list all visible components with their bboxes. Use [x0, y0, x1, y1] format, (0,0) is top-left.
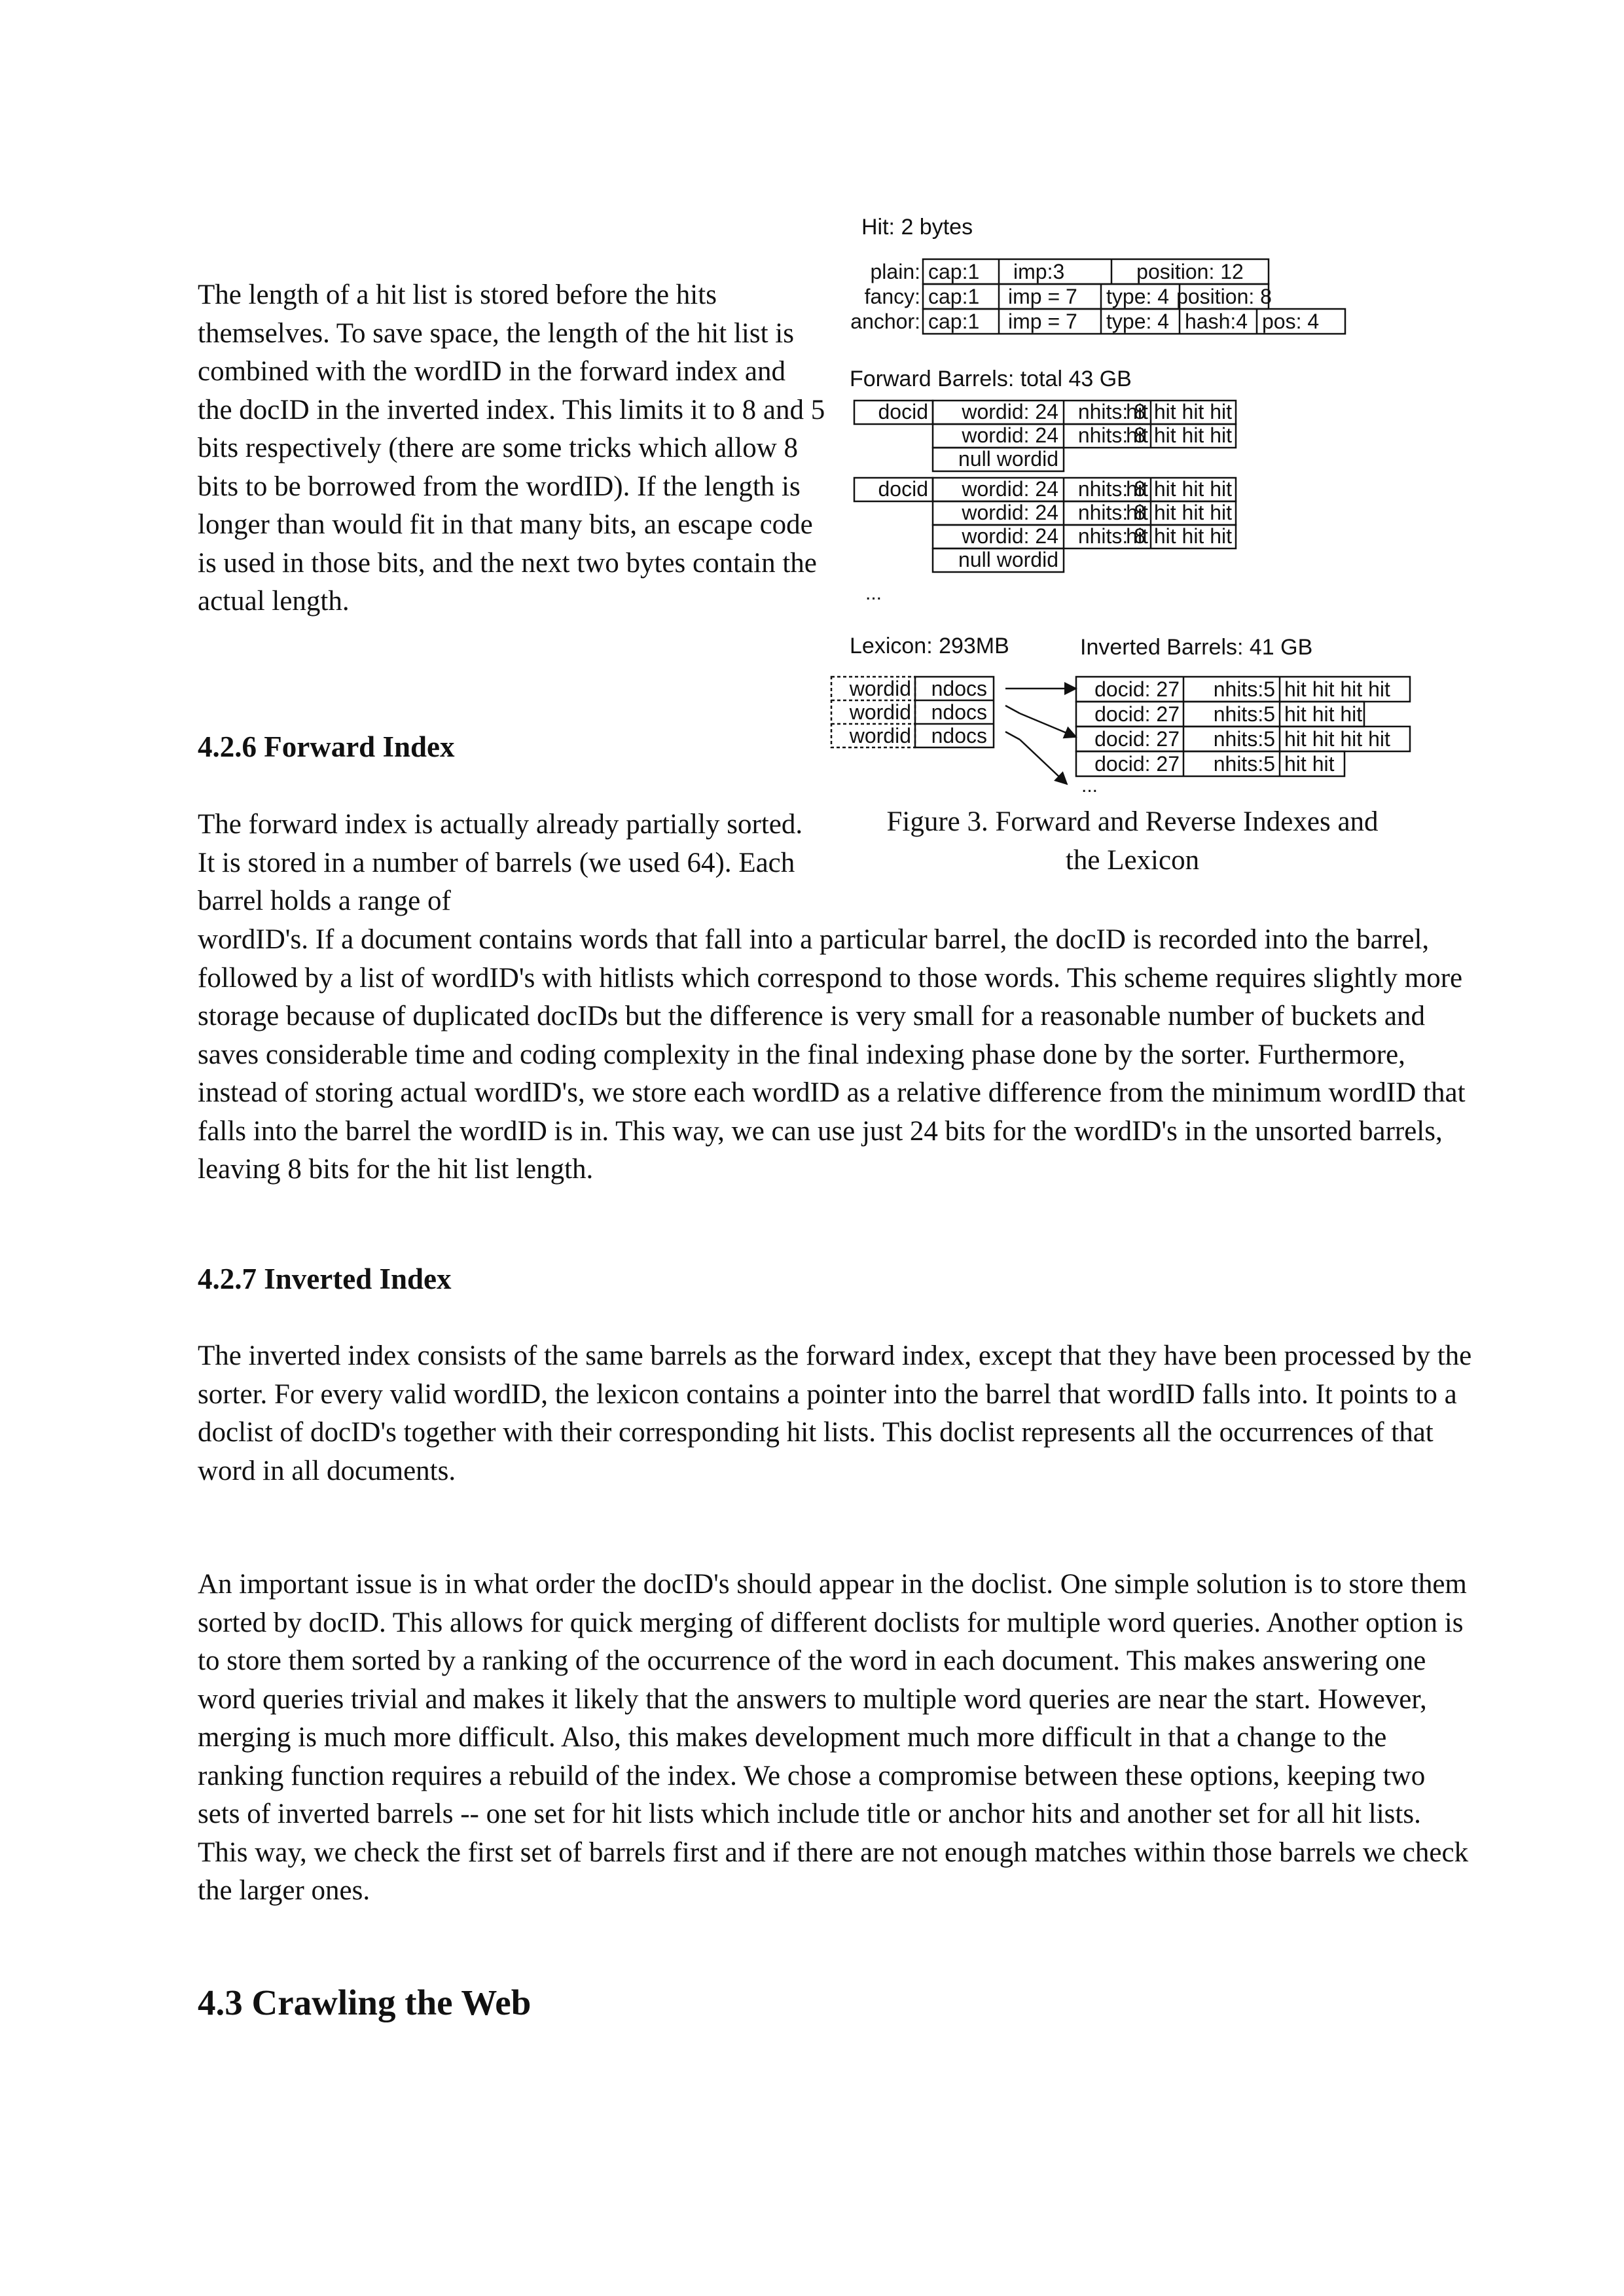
inverted-index-paragraph-1: The inverted index consists of the same barrels as the forward index, except that they have been processed by the sorter. For every valid wordID, the lexicon contains a pointer into the barrel that wordID falls into. It points to a doclist of docID's together with their corresponding hit lists. This doclist represents all the occurrences of that word in all documents. [198, 1340, 1472, 1486]
lexicon-ndocs: ndocs [931, 677, 987, 700]
figure-3-index-diagram [823, 208, 1445, 797]
inverted-hits: hit hit hit hit [1284, 677, 1390, 701]
figure-caption-line-1: Figure 3. Forward and Reverse Indexes and [886, 806, 1379, 837]
inverted-nhits: nhits:5 [1213, 677, 1275, 701]
inverted-docid: docid: 27 [1094, 702, 1180, 726]
forward-hits: hit hit hit hit [1126, 501, 1232, 524]
hit-row-label-anchor: anchor: [850, 310, 920, 333]
hit-cell: type: 4 [1106, 310, 1170, 333]
forward-hits: hit hit hit hit [1126, 423, 1232, 447]
inverted-docid: docid: 27 [1094, 677, 1180, 701]
forward-docid: docid [878, 400, 928, 423]
hit-cell: hash:4 [1185, 310, 1248, 333]
inverted-nhits: nhits:5 [1213, 702, 1275, 726]
hit-cell: imp = 7 [1008, 310, 1077, 333]
inverted-hits: hit hit hit hit [1284, 727, 1390, 751]
hit-cell: type: 4 [1106, 285, 1170, 308]
inverted-hits: hit hit [1284, 752, 1335, 776]
forward-null-wordid: null wordid [958, 447, 1058, 471]
hit-cell: imp:3 [1013, 260, 1065, 283]
inverted-docid: docid: 27 [1094, 752, 1180, 776]
hit-cell: cap:1 [928, 285, 980, 308]
hit-cell: cap:1 [928, 260, 980, 283]
lexicon-wordid: wordid [849, 677, 911, 700]
section-heading-forward-index: 4.2.6 Forward Index [198, 730, 455, 763]
index-structures-diagram [823, 208, 1445, 797]
inverted-nhits: nhits:5 [1213, 727, 1275, 751]
lexicon-pointer-arrows [1005, 689, 1076, 784]
inverted-nhits: nhits:5 [1213, 752, 1275, 776]
forward-nhits: nhits: 8 [1077, 524, 1146, 548]
forward-docid: docid [878, 477, 928, 501]
forward-barrels-title: Forward Barrels: total 43 GB [850, 367, 1132, 391]
lexicon-wordid: wordid [849, 724, 911, 747]
lexicon-ndocs: ndocs [931, 724, 987, 747]
forward-nhits: nhits: 8 [1077, 423, 1146, 447]
inverted-index-paragraph-2: An important issue is in what order the docID's should appear in the doclist. One simple solution is to store them sorted by docID. This allows for quick merging of different doclists for multiple word queries. Another option is to store them sorted by a ranking of the occurrence of the word in each document. This makes answering one word queries trivial and makes it likely that the answers to multiple word queries are near the start. However, merging is much more difficult. Also, this makes development much more difficult in that a change to the ranking function requires a rebuild of the index. We chose a compromise between these options, keeping two sets of inverted barrels -- one set for hit lists which include title or anchor hits and another set for all hit lists. This way, we check the first set of barrels first and if there are not enough matches within those barrels we check the larger ones. [198, 1569, 1469, 1906]
forward-index-paragraph-start: The forward index is actually already partially sorted. It is stored in a number of barrels (we used 64). Each barrel holds a range of [198, 809, 803, 916]
forward-wordid: wordid: 24 [962, 524, 1058, 548]
hit-cell: pos: 4 [1262, 310, 1320, 333]
section-heading-crawling: 4.3 Crawling the Web [198, 1982, 532, 2022]
forward-nhits: nhits: 8 [1077, 501, 1146, 524]
forward-wordid: wordid: 24 [962, 501, 1058, 524]
lexicon-ndocs: ndocs [931, 700, 987, 724]
forward-hits: hit hit hit hit [1126, 477, 1232, 501]
forward-index-paragraph-rest: wordID's. If a document contains words that fall into a particular barrel, the docID is recorded into the barrel, followed by a list of wordID's with hitlists which correspond to those words. This scheme requires slightly more storage because of duplicated docIDs but the difference is very small for a reasonable number of buckets and saves considerable time and coding complexity in the final indexing phase done by the sorter. Furthermore, instead of storing actual wordID's, we store each wordID as a relative difference from the minimum wordID that falls into the barrel the wordID is in. This way, we can use just 24 bits for the wordID's in the unsorted barrels, leaving 8 bits for the hit list length. [198, 924, 1466, 1185]
figure-caption [831, 803, 1434, 880]
lexicon-wordid: wordid [849, 700, 911, 724]
forward-wordid: wordid: 24 [962, 423, 1058, 447]
forward-nhits: nhits: 8 [1077, 477, 1146, 501]
forward-hits: hit hit hit hit [1126, 400, 1232, 423]
forward-null-wordid: null wordid [958, 548, 1058, 571]
lexicon-title: Lexicon: 293MB [850, 634, 1009, 658]
hit-cell: imp = 7 [1008, 285, 1077, 308]
forward-wordid: wordid: 24 [962, 477, 1058, 501]
hit-cell: position: 12 [1136, 260, 1244, 283]
hit-list-length-paragraph: The length of a hit list is stored before the hits themselves. To save space, the length of the hit list is combined with the wordID in the forward index and the docID in the inverted index. This limits it to 8 and 5 bits respectively (there are some tricks which allow 8 bits to be borrowed from the wordID). If the length is longer than would fit in that many bits, an escape code is used in those bits, and the next two bytes contain the actual length. [198, 279, 825, 617]
section-heading-inverted-index: 4.2.7 Inverted Index [198, 1263, 452, 1295]
forward-hits: hit hit hit hit [1126, 524, 1232, 548]
hit-cell: position: 8 [1176, 285, 1272, 308]
inverted-ellipsis: ... [1081, 775, 1098, 797]
figure-caption-line-2: the Lexicon [1065, 844, 1200, 876]
inverted-docid: docid: 27 [1094, 727, 1180, 751]
inverted-hits: hit hit hit [1284, 702, 1363, 726]
hit-row-label-fancy: fancy: [864, 285, 920, 308]
hit-row-label-plain: plain: [870, 260, 920, 283]
forward-ellipsis: ... [865, 583, 882, 604]
hit-title: Hit: 2 bytes [861, 215, 973, 240]
hit-cell: cap:1 [928, 310, 980, 333]
forward-nhits: nhits: 8 [1077, 400, 1146, 423]
forward-wordid: wordid: 24 [962, 400, 1058, 423]
inverted-barrels-title: Inverted Barrels: 41 GB [1080, 635, 1313, 660]
